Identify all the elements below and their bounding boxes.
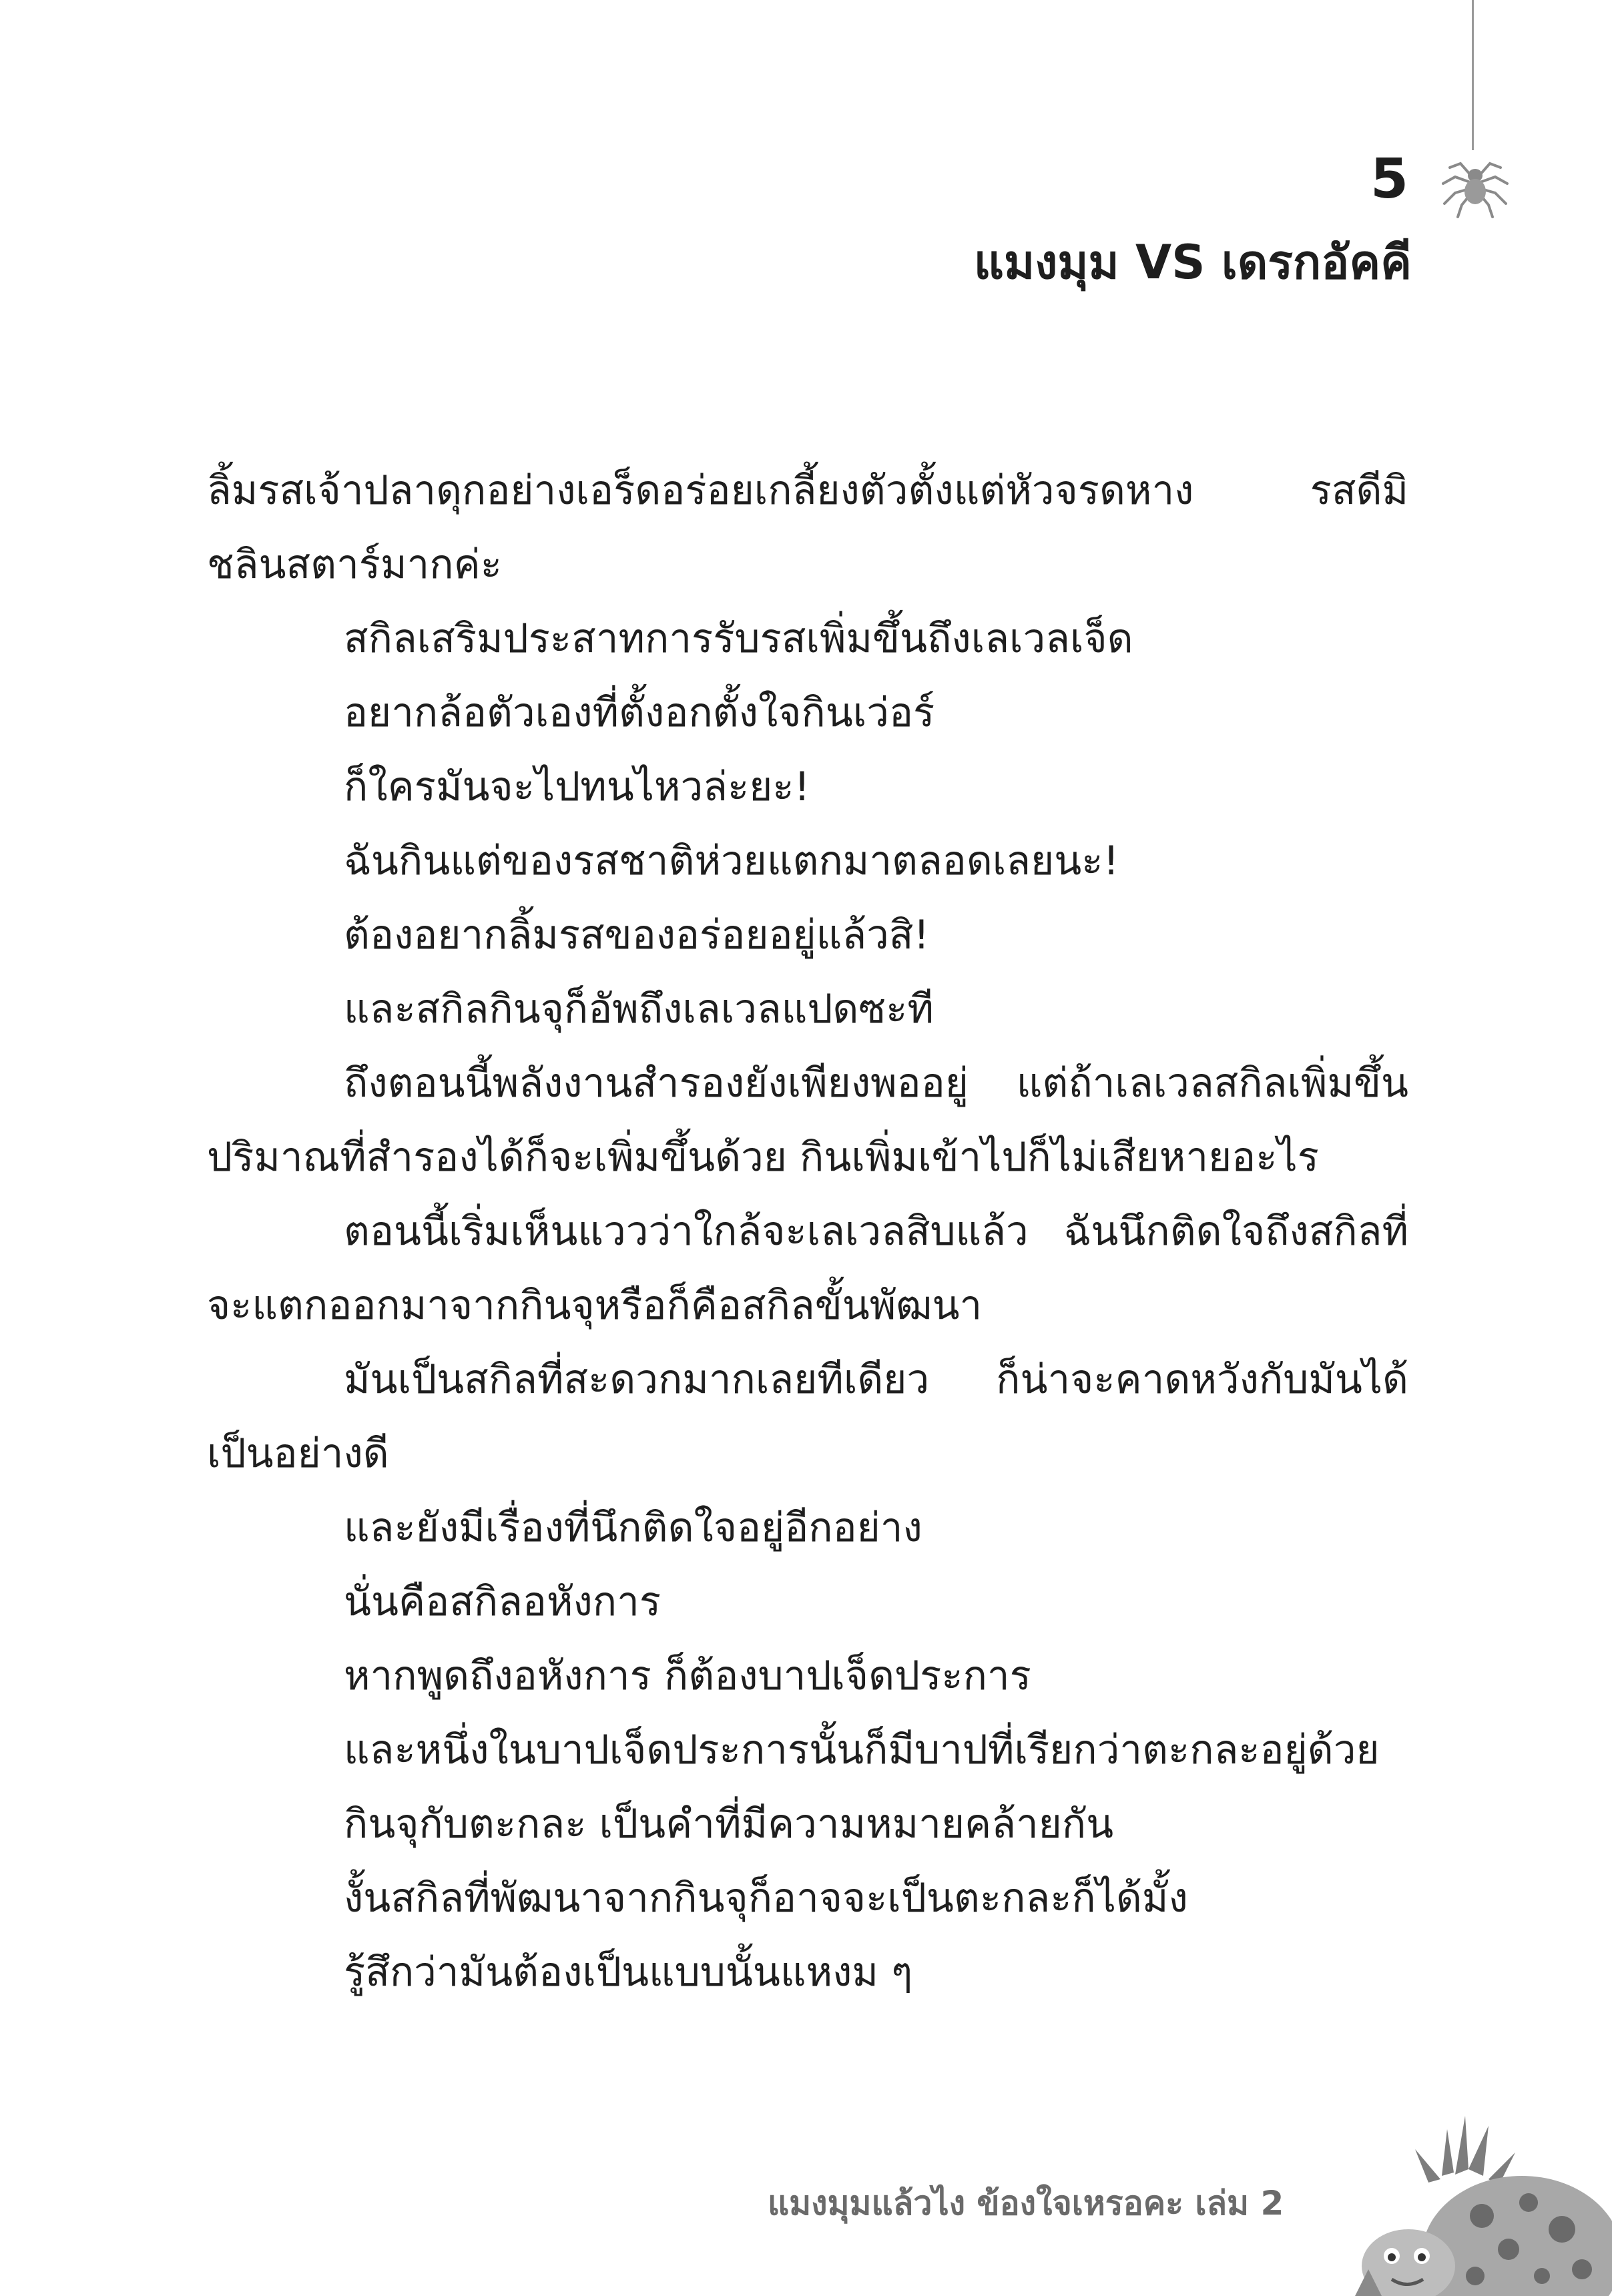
paragraph: และยังมีเรื่องที่นึกติดใจอยู่อีกอย่าง xyxy=(344,1504,922,1551)
paragraph: และสกิลกินจุก็อัพถึงเลเวลแปดซะที xyxy=(344,986,934,1033)
paragraph: ต้องอยากลิ้มรสของอร่อยอยู่แล้วสิ! xyxy=(344,912,930,958)
paragraph: สกิลเสริมประสาทการรับรสเพิ่มขึ้นถึงเลเวลเจ็ด xyxy=(344,615,1133,662)
footer-book-title: แมงมุมแล้วไง ข้องใจเหรอคะ เล่ม 2 xyxy=(768,2184,1284,2223)
body-text xyxy=(207,454,1408,2010)
chapter-title: แมงมุม VS เดรกอัคคี xyxy=(973,235,1412,290)
paragraph: ก็ใครมันจะไปทนไหวล่ะยะ! xyxy=(344,764,810,810)
paragraph: อยากล้อตัวเองที่ตั้งอกตั้งใจกินเว่อร์ xyxy=(344,689,935,736)
paragraph: และหนึ่งในบาปเจ็ดประการนั้นก็มีบาปที่เรียกว่าตะกละอยู่ด้วย xyxy=(344,1727,1380,1773)
paragraph: หากพูดถึงอหังการ ก็ต้องบาปเจ็ดประการ xyxy=(344,1653,1031,1699)
spider-thread xyxy=(1472,0,1474,150)
paragraph: มันเป็นสกิลที่สะดวกมากเลยทีเดียว ก็น่าจะคาดหวังกับมันได้เป็นอย่างดี xyxy=(207,1356,1408,1477)
spider-icon xyxy=(1435,144,1515,224)
paragraph: นั่นคือสกิลอหังการ xyxy=(344,1579,661,1625)
chapter-number: 5 xyxy=(1370,148,1408,211)
paragraph: งั้นสกิลที่พัฒนาจากกินจุก็อาจจะเป็นตะกละก็ได้มั้ง xyxy=(344,1875,1188,1922)
paragraph: ลิ้มรสเจ้าปลาดุกอย่างเอร็ดอร่อยเกลี้ยงตัวตั้งแต่หัวจรดหาง รสดีมิชลินสตาร์มากค่ะ xyxy=(207,467,1408,588)
paragraph: ถึงตอนนี้พลังงานสำรองยังเพียงพออยู่ แต่ถ้าเลเวลสกิลเพิ่มขึ้น ปริมาณที่สำรองได้ก็จะเพิ่มขึ้นด้วย กินเพิ่มเข้าไปก็ไม่เสียหายอะไร xyxy=(207,1060,1408,1181)
paragraph: รู้สึกว่ามันต้องเป็นแบบนั้นแหงม ๆ xyxy=(344,1949,913,1996)
egg-creature-illustration xyxy=(1328,2102,1612,2296)
paragraph: กินจุกับตะกละ เป็นคำที่มีความหมายคล้ายกัน xyxy=(344,1801,1114,1847)
paragraph: ตอนนี้เริ่มเห็นแววว่าใกล้จะเลเวลสิบแล้ว ฉันนึกติดใจถึงสกิลที่จะแตกออกมาจากกินจุหรือก็คือสกิลขั้นพัฒนา xyxy=(207,1208,1408,1329)
paragraph: ฉันกินแต่ของรสชาติห่วยแตกมาตลอดเลยนะ! xyxy=(344,838,1119,884)
